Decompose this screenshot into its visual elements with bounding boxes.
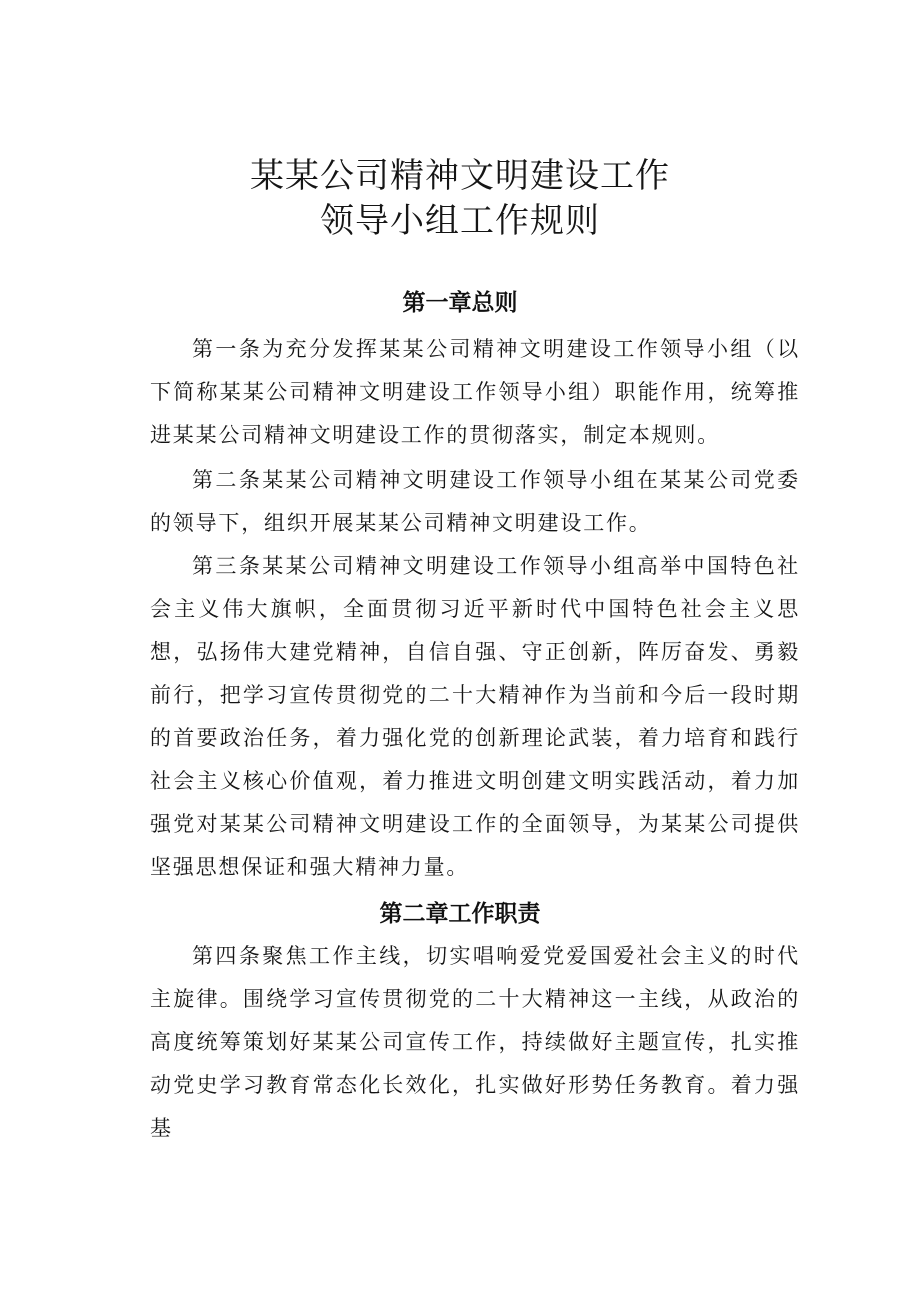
article-2-paragraph: 第二条某某公司精神文明建设工作领导小组在某某公司党委的领导下，组织开展某某公司精神文明建设工作。 xyxy=(150,468,800,535)
article-1-paragraph: 第一条为充分发挥某某公司精神文明建设工作领导小组（以下简称某某公司精神文明建设工作领导小组）职能作用，统筹推进某某公司精神文明建设工作的贯彻落实，制定本规则。 xyxy=(150,337,800,447)
article-4-paragraph: 第四条聚焦工作主线，切实唱响爱党爱国爱社会主义的时代主旋律。围绕学习宣传贯彻党的二十大精神这一主线，从政治的高度统筹策划好某某公司宣传工作，持续做好主题宣传，扎实推动党史学习教育常态化长效化，扎实做好形势任务教育。着力强基 xyxy=(150,944,800,1140)
article-3-paragraph: 第三条某某公司精神文明建设工作领导小组高举中国特色社会主义伟大旗帜，全面贯彻习近平新时代中国特色社会主义思想，弘扬伟大建党精神，自信自强、守正创新，阵厉奋发、勇毅前行，把学习宣传贯彻党的二十大精神作为当前和今后一段时期的首要政治任务，着力强化党的创新理论武装，着力培育和践行社会主义核心价值观，着力推进文明创建文明实践活动，着力加强党对某某公司精神文明建设工作的全面领导，为某某公司提供坚强思想保证和强大精神力量。 xyxy=(150,554,800,879)
chapter-1-heading: 第一章总则 xyxy=(402,290,518,316)
document-title-line-2: 领导小组工作规则 xyxy=(320,201,600,241)
chapter-2-heading: 第二章工作职责 xyxy=(379,901,541,927)
document-title-line-1: 某某公司精神文明建设工作 xyxy=(250,156,670,196)
